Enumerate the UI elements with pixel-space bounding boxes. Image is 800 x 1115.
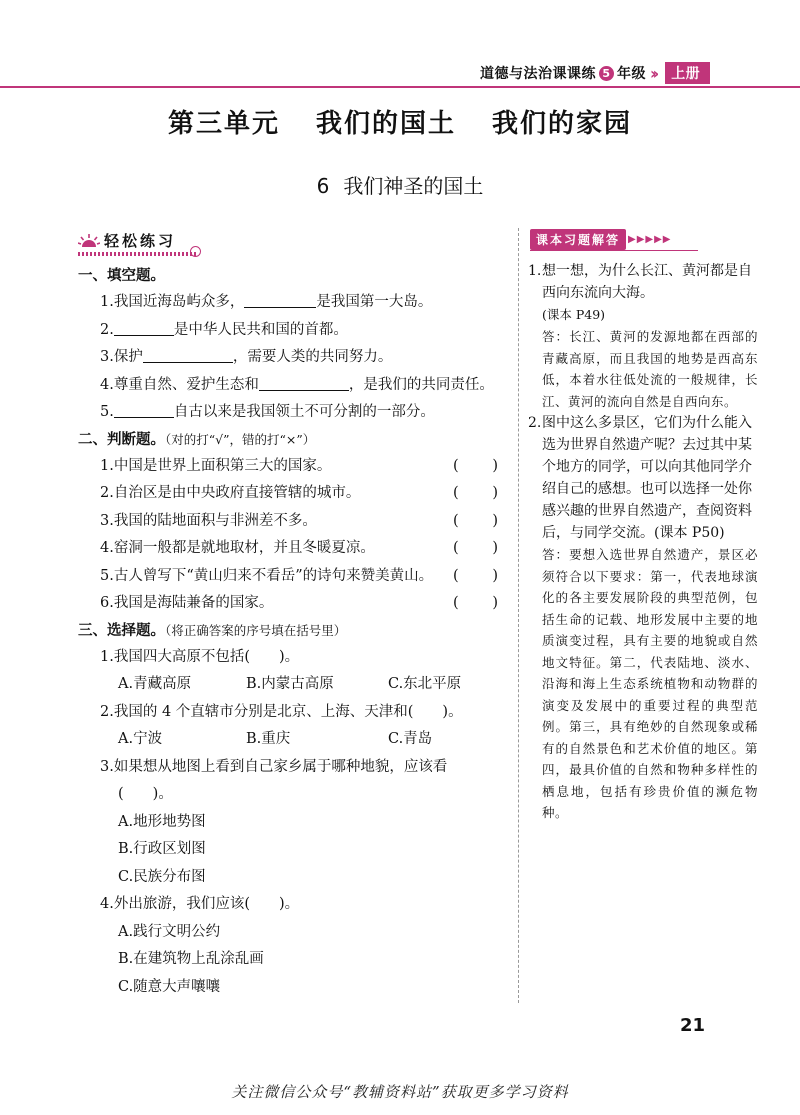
- textbook-question: [528, 412, 758, 544]
- tf-item: 1.中国是世界上面积第三大的国家。: [100, 457, 332, 474]
- badge-dot-icon: [190, 246, 201, 257]
- unit-title-part1: 我们的国土: [315, 109, 456, 139]
- fill-item: 2. 是中华人民共和国的首都。: [78, 317, 508, 345]
- textbook-question: [528, 260, 758, 326]
- tf-item: 3.我国的陆地面积与非洲差不多。: [100, 512, 317, 529]
- true-false-heading: 二、判断题。（对的打“√”，错的打“×”）: [78, 431, 316, 448]
- option-c[interactable]: C.东北平原: [388, 676, 462, 692]
- double-chevron-icon: ››: [650, 63, 656, 83]
- answer-text: 答：要想入选世界自然遗产，景区必须符合以下要求：第一，代表地球演化的各主要发展阶段的典型范例，包括生命的记载、地形发展中主要的地质演变过程，具有主要的地貌或自然地文特征。第二，代表陆地、淡水、沿海和海上生态系统植物和动物群的演变及发展中的重要过程的典型范例。第三，具有绝妙的自然现象或稀有的自然景色和艺术价值的地区。第四，最具价值的自然和物种多样性的栖息地，包括有珍贵价值的濒危物种。: [542, 547, 758, 820]
- option-b[interactable]: B.内蒙古高原: [246, 676, 334, 692]
- question-text: 图中这么多景区，它们为什么能入选为世界自然遗产呢？去过其中某个地方的同学，可以向其他同学介绍自己的感想。也可以选择一处你感兴趣的世界自然遗产，查阅资料后，与同学交流。(课本 P50): [542, 415, 752, 541]
- choice-question: 3.如果想从地图上看到自己家乡属于哪种地貌，应该看: [100, 758, 448, 775]
- fill-item: 1.我国近海岛屿众多， 是我国第一大岛。: [78, 289, 508, 317]
- running-header: [480, 62, 710, 84]
- arrow-triangles-icon: ▶▶▶▶▶: [628, 234, 672, 245]
- exercise-column: [78, 263, 508, 1001]
- answers-column: [528, 260, 758, 824]
- option-c[interactable]: C.随意大声嚷嚷: [118, 978, 221, 995]
- unit-number: 第三单元: [167, 109, 280, 139]
- tf-item: 2.自治区是由中央政府直接管辖的城市。: [100, 485, 361, 501]
- badge-underline: [78, 252, 198, 256]
- lesson-title: [0, 170, 800, 199]
- option-c[interactable]: C.青岛: [388, 731, 433, 747]
- answers-badge: [530, 229, 671, 250]
- choice-question: 1.我国四大高原不包括( )。: [100, 648, 300, 665]
- option-a[interactable]: A.宁波: [118, 731, 163, 747]
- sunrise-icon: [78, 234, 100, 248]
- answers-underline: [530, 250, 698, 251]
- practice-label: 轻松练习: [104, 232, 177, 250]
- option-b[interactable]: B.行政区划图: [118, 841, 206, 857]
- answer-blank[interactable]: [259, 374, 349, 391]
- choice-question-cont: ( )。: [118, 786, 173, 802]
- book-title: 道德与法治课课练: [480, 66, 596, 82]
- grade-badge: 5: [599, 66, 614, 81]
- lesson-name: 我们神圣的国土: [343, 174, 484, 198]
- answer-text: 答：长江、黄河的发源地都在西部的青藏高原，而且我国的地势是西高东低，本着水往低处流的一般规律，长江、黄河的流向自然是自西向东。: [542, 329, 758, 409]
- fill-item: 4.尊重自然、爱护生态和 ，是我们的共同责任。: [78, 372, 508, 400]
- option-c[interactable]: C.民族分布图: [118, 868, 206, 885]
- choice-question: 4.外出旅游，我们应该( )。: [100, 896, 300, 912]
- header-rule: [0, 86, 800, 88]
- choice-options: [78, 726, 508, 754]
- footer-note: 关注微信公众号“教辅资料站”获取更多学习资料: [231, 1083, 569, 1101]
- answers-label: 课本习题解答: [530, 229, 626, 250]
- question-text: 想一想，为什么长江、黄河都是自西向东流向大海。: [542, 263, 752, 301]
- grade-word: 年级: [617, 66, 646, 82]
- fill-item: 5. 自古以来是我国领土不可分割的一部分。: [78, 399, 508, 427]
- option-b[interactable]: B.重庆: [246, 731, 291, 747]
- unit-title-part2: 我们的家园: [492, 109, 633, 139]
- question-number: 2.: [528, 415, 542, 431]
- answer-blank[interactable]: [114, 319, 174, 336]
- fill-item: 3.保护 ，需要人类的共同努力。: [78, 344, 508, 372]
- unit-title: [0, 103, 800, 140]
- tf-item: 6.我国是海陆兼备的国家。: [100, 595, 274, 611]
- lesson-number: 6: [316, 174, 330, 198]
- practice-badge: [78, 230, 176, 251]
- answer-blank[interactable]: [114, 401, 174, 418]
- fill-blank-heading: 一、填空题。: [78, 268, 165, 284]
- option-a[interactable]: A.地形地势图: [118, 813, 206, 830]
- volume-tag: 上册: [665, 62, 710, 84]
- answer-blank[interactable]: [143, 346, 233, 363]
- question-number: 1.: [528, 263, 542, 279]
- choice-question: 2.我国的 4 个直辖市分别是北京、上海、天津和( )。: [100, 703, 463, 720]
- tf-item: 5.古人曾写下“黄山归来不看岳”的诗句来赞美黄山。: [100, 567, 434, 584]
- page-number: 21: [680, 1015, 706, 1036]
- tf-item: 4.窑洞一般都是就地取材，并且冬暖夏凉。: [100, 540, 375, 556]
- option-b[interactable]: B.在建筑物上乱涂乱画: [118, 951, 264, 967]
- option-a[interactable]: A.青藏高原: [118, 676, 192, 692]
- answer-blank[interactable]: [244, 291, 316, 308]
- option-a[interactable]: A.践行文明公约: [118, 923, 221, 940]
- choice-options: [78, 671, 508, 699]
- page-reference: (课本 P49): [542, 307, 606, 322]
- column-divider: [518, 228, 519, 1003]
- choice-heading: 三、选择题。（将正确答案的序号填在括号里）: [78, 622, 347, 639]
